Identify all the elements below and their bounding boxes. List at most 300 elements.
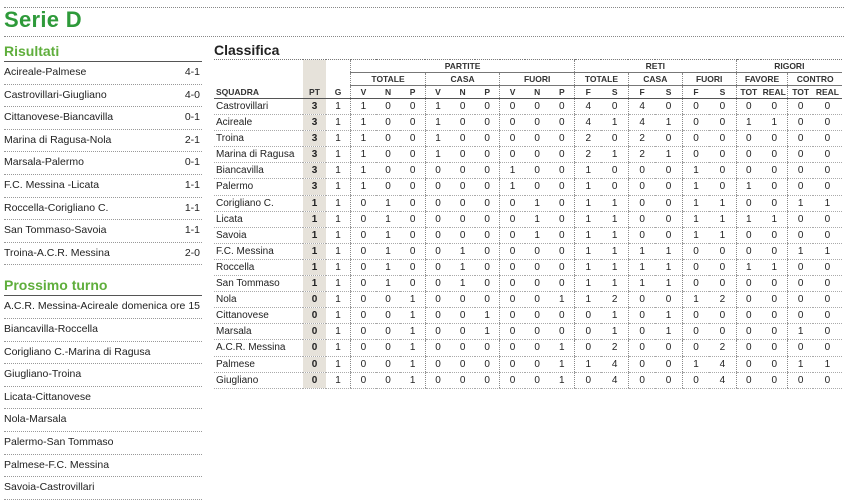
stat-cell: 1	[425, 131, 450, 147]
column-header: P	[550, 86, 575, 99]
stat-cell: 0	[736, 147, 761, 163]
stat-cell: 1	[813, 195, 842, 211]
column-header: SQUADRA	[214, 86, 303, 99]
stat-cell: 0	[500, 356, 525, 372]
stat-cell: 1	[682, 211, 709, 227]
table-row	[214, 340, 842, 356]
column-header: N	[376, 86, 401, 99]
column-header: F	[682, 86, 709, 99]
page-title: Serie D	[4, 7, 82, 32]
prossimo-turno-match: Savoia-Castrovillari	[4, 481, 95, 494]
stat-cell: 0	[736, 372, 761, 388]
stat-cell: 0	[709, 179, 736, 195]
prossimo-turno-match: Nola-Marsala	[4, 413, 67, 426]
stat-cell: 1	[575, 163, 602, 179]
prossimo-turno-row	[4, 364, 202, 387]
stat-cell: 0	[400, 179, 425, 195]
stat-cell: 0	[500, 324, 525, 340]
stat-cell: 1	[682, 227, 709, 243]
stat-cell: 1	[376, 259, 401, 275]
stat-cell: 1	[326, 324, 351, 340]
prossimo-turno-note	[200, 432, 202, 454]
stat-cell: 1	[351, 179, 376, 195]
prossimo-turno-row	[4, 296, 202, 319]
stat-cell: 1	[425, 115, 450, 131]
stat-cell: 1	[450, 259, 475, 275]
stat-cell: 0	[500, 99, 525, 115]
stat-cell: 0	[682, 308, 709, 324]
stat-cell: 0	[736, 308, 761, 324]
stat-cell: 0	[550, 163, 575, 179]
stat-cell: 1	[736, 259, 761, 275]
stat-cell: 0	[475, 195, 500, 211]
team-name: Palmese	[214, 356, 303, 372]
team-name: Marsala	[214, 324, 303, 340]
stat-cell: 0	[376, 179, 401, 195]
stat-cell: 1	[351, 131, 376, 147]
risultati-list	[4, 62, 202, 265]
stat-cell: 0	[788, 340, 813, 356]
column-header: S	[655, 86, 682, 99]
column-header: REAL	[813, 86, 842, 99]
top-rule	[4, 7, 844, 8]
stat-cell: 0	[351, 356, 376, 372]
stat-cell: 0	[450, 308, 475, 324]
stat-cell: 0	[575, 372, 602, 388]
team-name: Cittanovese	[214, 308, 303, 324]
stat-cell: 0	[425, 292, 450, 308]
stat-cell: 0	[709, 131, 736, 147]
header-partite: PARTITE	[351, 60, 575, 73]
stat-cell: 0	[475, 292, 500, 308]
stat-cell: 0	[525, 276, 550, 292]
risultati-score: 2-0	[184, 246, 200, 259]
stat-cell: 0	[475, 115, 500, 131]
team-name: Palermo	[214, 179, 303, 195]
title-rule	[4, 36, 844, 37]
stat-cell: 0	[736, 340, 761, 356]
prossimo-turno-match: Palermo-San Tommaso	[4, 435, 114, 448]
column-header: P	[400, 86, 425, 99]
stat-cell: 0	[376, 292, 401, 308]
team-name: Acireale	[214, 115, 303, 131]
column-header: N	[450, 86, 475, 99]
risultati-row	[4, 152, 202, 175]
stat-cell: 4	[709, 372, 736, 388]
risultati-row	[4, 62, 202, 85]
risultati-match: F.C. Messina -Licata	[4, 178, 100, 191]
prossimo-turno-row	[4, 342, 202, 365]
stat-cell: 0	[400, 115, 425, 131]
stat-cell: 0	[475, 211, 500, 227]
column-header: S	[601, 86, 628, 99]
header-row-columns	[214, 86, 842, 99]
stat-cell: 0	[736, 99, 761, 115]
stat-cell: 0	[550, 131, 575, 147]
stat-cell: 0	[601, 131, 628, 147]
stat-cell: 1	[550, 340, 575, 356]
stat-cell: 1	[655, 324, 682, 340]
stat-cell: 1	[475, 324, 500, 340]
stat-cell: 1	[575, 179, 602, 195]
stat-cell: 1	[351, 163, 376, 179]
risultati-score: 2-1	[184, 133, 200, 146]
stat-cell: 4	[575, 99, 602, 115]
stat-cell: 0	[425, 163, 450, 179]
column-header: V	[425, 86, 450, 99]
stat-cell: 0	[425, 276, 450, 292]
stat-cell: 0	[550, 211, 575, 227]
prossimo-turno-row	[4, 455, 202, 478]
stat-cell: 0	[525, 259, 550, 275]
stat-cell: 0	[550, 324, 575, 340]
stat-cell: 1	[655, 147, 682, 163]
stat-cell: 0	[761, 147, 788, 163]
stat-cell: 0	[628, 211, 655, 227]
stat-cell: 1	[376, 243, 401, 259]
stat-cell: 0	[761, 179, 788, 195]
stat-cell: 0	[813, 227, 842, 243]
stat-cell: 0	[475, 99, 500, 115]
stat-cell: 0	[376, 99, 401, 115]
stat-cell: 0	[425, 179, 450, 195]
stat-cell: 2	[575, 147, 602, 163]
stat-cell: 0	[450, 356, 475, 372]
stat-cell: 0	[655, 179, 682, 195]
table-row	[214, 356, 842, 372]
column-header: PT	[303, 86, 326, 99]
risultati-match: San Tommaso-Savoia	[4, 224, 107, 237]
stat-cell: 0	[682, 131, 709, 147]
stat-cell: 1	[601, 115, 628, 131]
stat-cell: 0	[761, 195, 788, 211]
stat-cell: 0	[475, 147, 500, 163]
stat-cell: 0	[761, 372, 788, 388]
stat-cell: 0	[500, 131, 525, 147]
stat-cell: 0	[450, 292, 475, 308]
stat-cell: 0	[788, 227, 813, 243]
header-casa: CASA	[425, 73, 500, 86]
prossimo-turno-note	[200, 387, 202, 409]
stat-cell: 0	[500, 211, 525, 227]
stat-cell: 0	[550, 308, 575, 324]
risultati-match: Troina-A.C.R. Messina	[4, 246, 110, 259]
stat-cell: 1	[601, 276, 628, 292]
points-cell: 3	[303, 99, 326, 115]
stat-cell: 0	[736, 276, 761, 292]
stat-cell: 0	[376, 356, 401, 372]
stat-cell: 0	[788, 308, 813, 324]
stat-cell: 1	[376, 211, 401, 227]
stat-cell: 0	[813, 308, 842, 324]
stat-cell: 0	[450, 179, 475, 195]
stat-cell: 0	[709, 308, 736, 324]
stat-cell: 0	[788, 147, 813, 163]
prossimo-turno-note	[200, 364, 202, 386]
points-cell: 1	[303, 211, 326, 227]
stat-cell: 0	[475, 356, 500, 372]
points-cell: 0	[303, 324, 326, 340]
stat-cell: 1	[655, 115, 682, 131]
stat-cell: 4	[601, 356, 628, 372]
table-row	[214, 308, 842, 324]
stat-cell: 0	[425, 356, 450, 372]
stat-cell: 0	[351, 340, 376, 356]
stat-cell: 1	[628, 276, 655, 292]
stat-cell: 1	[788, 356, 813, 372]
stat-cell: 1	[655, 308, 682, 324]
stat-cell: 0	[500, 147, 525, 163]
risultati-match: Marsala-Palermo	[4, 156, 84, 169]
risultati-match: Acireale-Palmese	[4, 66, 87, 78]
risultati-match: Castrovillari-Giugliano	[4, 88, 107, 101]
points-cell: 1	[303, 259, 326, 275]
team-name: Marina di Ragusa	[214, 147, 303, 163]
stat-cell: 0	[788, 259, 813, 275]
stat-cell: 1	[326, 276, 351, 292]
header-fuori: FUORI	[500, 73, 575, 86]
stat-cell: 1	[425, 99, 450, 115]
risultati-score: 4-1	[184, 66, 200, 78]
stat-cell: 0	[813, 163, 842, 179]
header-reti: RETI	[575, 60, 737, 73]
team-name: Licata	[214, 211, 303, 227]
stat-cell: 0	[550, 243, 575, 259]
stat-cell: 0	[736, 227, 761, 243]
header-casa-reti: CASA	[628, 73, 682, 86]
stat-cell: 1	[761, 211, 788, 227]
header-favore: FAVORE	[736, 73, 788, 86]
stat-cell: 0	[376, 372, 401, 388]
stat-cell: 1	[525, 227, 550, 243]
risultati-match: Roccella-Corigliano C.	[4, 201, 109, 214]
stat-cell: 1	[400, 372, 425, 388]
stat-cell: 0	[525, 131, 550, 147]
stat-cell: 1	[326, 259, 351, 275]
stat-cell: 0	[475, 259, 500, 275]
stat-cell: 0	[500, 340, 525, 356]
stat-cell: 0	[575, 340, 602, 356]
stat-cell: 0	[450, 163, 475, 179]
stat-cell: 1	[655, 243, 682, 259]
stat-cell: 1	[500, 163, 525, 179]
points-cell: 0	[303, 372, 326, 388]
stat-cell: 0	[813, 211, 842, 227]
stat-cell: 0	[655, 340, 682, 356]
stat-cell: 1	[326, 131, 351, 147]
stat-cell: 0	[736, 243, 761, 259]
column-header: F	[575, 86, 602, 99]
stat-cell: 0	[550, 115, 575, 131]
stat-cell: 0	[761, 163, 788, 179]
stat-cell: 0	[655, 163, 682, 179]
column-header: V	[500, 86, 525, 99]
stat-cell: 0	[813, 179, 842, 195]
stat-cell: 0	[601, 179, 628, 195]
stat-cell: 0	[351, 308, 376, 324]
header-contro: CONTRO	[788, 73, 842, 86]
stat-cell: 0	[813, 324, 842, 340]
stat-cell: 1	[601, 324, 628, 340]
stat-cell: 0	[601, 163, 628, 179]
stat-cell: 1	[682, 195, 709, 211]
stat-cell: 0	[550, 276, 575, 292]
stat-cell: 1	[326, 179, 351, 195]
stat-cell: 0	[628, 356, 655, 372]
table-row	[214, 179, 842, 195]
points-cell: 1	[303, 243, 326, 259]
stat-cell: 1	[601, 308, 628, 324]
team-name: F.C. Messina	[214, 243, 303, 259]
stat-cell: 1	[601, 195, 628, 211]
stat-cell: 0	[813, 372, 842, 388]
stat-cell: 0	[450, 340, 475, 356]
stat-cell: 0	[500, 372, 525, 388]
prossimo-turno-note: domenica ore 15	[121, 300, 200, 313]
stat-cell: 0	[682, 276, 709, 292]
stat-cell: 0	[813, 131, 842, 147]
stat-cell: 0	[788, 211, 813, 227]
prossimo-turno-match: Biancavilla-Roccella	[4, 322, 98, 335]
table-row	[214, 195, 842, 211]
stat-cell: 0	[655, 211, 682, 227]
stat-cell: 0	[761, 324, 788, 340]
stat-cell: 1	[326, 308, 351, 324]
stat-cell: 1	[761, 259, 788, 275]
stat-cell: 1	[736, 179, 761, 195]
stat-cell: 0	[788, 115, 813, 131]
stat-cell: 0	[736, 324, 761, 340]
stat-cell: 0	[525, 340, 550, 356]
points-cell: 1	[303, 227, 326, 243]
stat-cell: 0	[813, 115, 842, 131]
table-row	[214, 324, 842, 340]
stat-cell: 1	[475, 308, 500, 324]
prossimo-turno-note	[200, 455, 202, 477]
stat-cell: 0	[351, 372, 376, 388]
stat-cell: 1	[575, 356, 602, 372]
stat-cell: 4	[575, 115, 602, 131]
prossimo-turno-match: Licata-Cittanovese	[4, 390, 91, 403]
stat-cell: 1	[326, 292, 351, 308]
risultati-row	[4, 243, 202, 266]
stat-cell: 0	[376, 308, 401, 324]
stat-cell: 0	[655, 356, 682, 372]
stat-cell: 1	[500, 179, 525, 195]
stat-cell: 0	[709, 243, 736, 259]
stat-cell: 0	[550, 147, 575, 163]
risultati-row	[4, 175, 202, 198]
stat-cell: 1	[550, 356, 575, 372]
stat-cell: 1	[601, 227, 628, 243]
stat-cell: 2	[628, 131, 655, 147]
stat-cell: 1	[575, 259, 602, 275]
table-row	[214, 147, 842, 163]
stat-cell: 1	[326, 211, 351, 227]
stat-cell: 0	[628, 324, 655, 340]
stat-cell: 0	[400, 276, 425, 292]
stat-cell: 1	[575, 243, 602, 259]
stat-cell: 0	[525, 115, 550, 131]
stat-cell: 0	[628, 179, 655, 195]
stat-cell: 4	[628, 115, 655, 131]
stat-cell: 0	[351, 195, 376, 211]
stat-cell: 1	[736, 115, 761, 131]
risultati-row	[4, 130, 202, 153]
stat-cell: 0	[655, 131, 682, 147]
team-name: Nola	[214, 292, 303, 308]
stat-cell: 0	[550, 259, 575, 275]
prossimo-turno-match: Palmese-F.C. Messina	[4, 458, 110, 471]
stat-cell: 0	[709, 99, 736, 115]
stat-cell: 0	[351, 259, 376, 275]
risultati-score: 0-1	[184, 156, 200, 169]
stat-cell: 1	[326, 115, 351, 131]
stat-cell: 1	[788, 195, 813, 211]
table-row	[214, 115, 842, 131]
stat-cell: 0	[376, 131, 401, 147]
stat-cell: 2	[601, 292, 628, 308]
stat-cell: 1	[550, 292, 575, 308]
stat-cell: 2	[709, 340, 736, 356]
column-header: S	[709, 86, 736, 99]
stat-cell: 2	[628, 147, 655, 163]
stat-cell: 0	[655, 372, 682, 388]
stat-cell: 0	[628, 227, 655, 243]
stat-cell: 0	[682, 147, 709, 163]
stat-cell: 0	[475, 372, 500, 388]
stat-cell: 1	[425, 147, 450, 163]
stat-cell: 0	[628, 372, 655, 388]
stat-cell: 1	[709, 195, 736, 211]
stat-cell: 0	[376, 115, 401, 131]
stat-cell: 0	[813, 292, 842, 308]
team-name: Troina	[214, 131, 303, 147]
stat-cell: 0	[376, 147, 401, 163]
classifica-body	[214, 99, 842, 389]
prossimo-turno-row	[4, 319, 202, 342]
stat-cell: 0	[400, 163, 425, 179]
stat-cell: 1	[655, 276, 682, 292]
stat-cell: 0	[761, 131, 788, 147]
stat-cell: 0	[450, 195, 475, 211]
stat-cell: 1	[575, 211, 602, 227]
stat-cell: 1	[736, 211, 761, 227]
stat-cell: 0	[788, 163, 813, 179]
stat-cell: 0	[425, 308, 450, 324]
stat-cell: 0	[450, 99, 475, 115]
stat-cell: 1	[575, 195, 602, 211]
stat-cell: 0	[682, 243, 709, 259]
stat-cell: 1	[575, 227, 602, 243]
stat-cell: 0	[788, 372, 813, 388]
stat-cell: 0	[475, 179, 500, 195]
stat-cell: 0	[550, 227, 575, 243]
stat-cell: 0	[761, 227, 788, 243]
stat-cell: 0	[525, 99, 550, 115]
stat-cell: 0	[425, 227, 450, 243]
stat-cell: 0	[682, 99, 709, 115]
stat-cell: 0	[709, 324, 736, 340]
table-row	[214, 211, 842, 227]
stat-cell: 0	[500, 308, 525, 324]
stat-cell: 0	[736, 292, 761, 308]
header-totale: TOTALE	[351, 73, 426, 86]
stat-cell: 1	[788, 324, 813, 340]
stat-cell: 0	[655, 99, 682, 115]
stat-cell: 0	[425, 211, 450, 227]
column-header: REAL	[761, 86, 788, 99]
